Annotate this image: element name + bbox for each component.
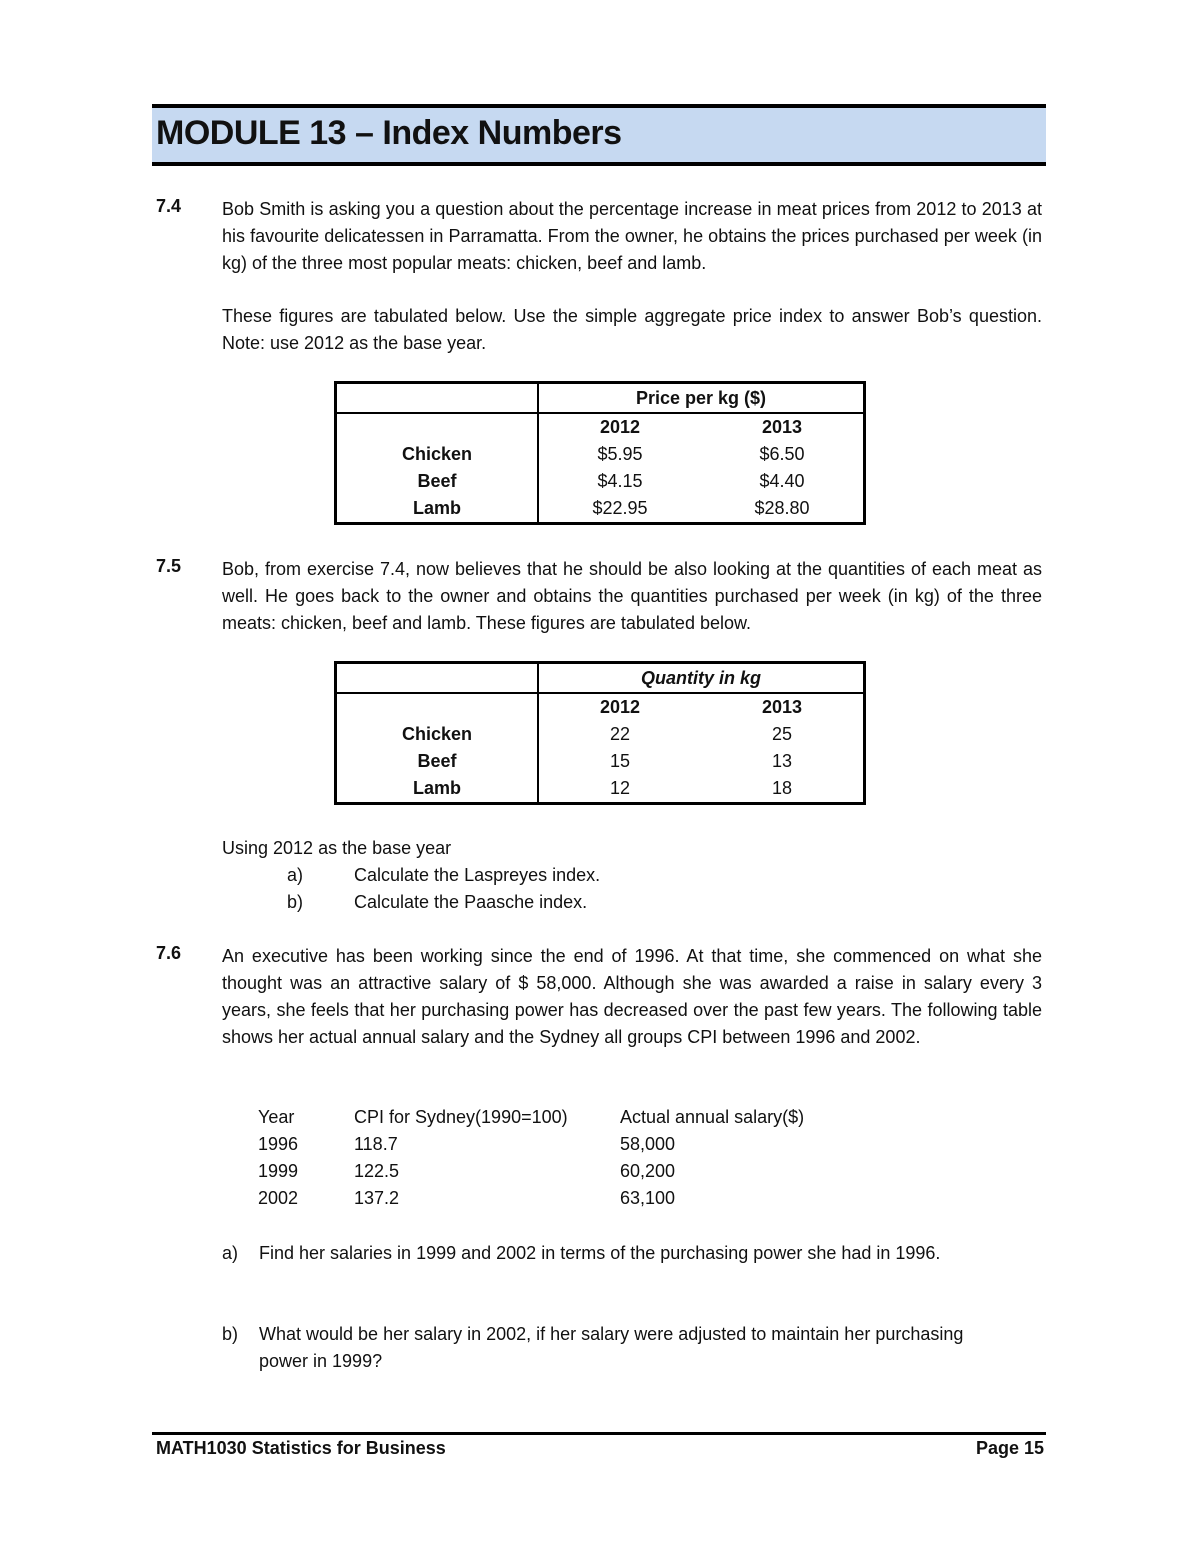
table-cell: $4.40: [759, 471, 805, 491]
table-cell: $4.15: [597, 471, 643, 491]
table-cell: 2002: [258, 1188, 299, 1208]
table-cell: 60,200: [620, 1161, 676, 1181]
year-header: 2012: [599, 417, 641, 437]
question-number: 7.4: [156, 196, 182, 216]
row-label: Chicken: [401, 444, 473, 464]
subquestion-text: Find her salaries in 1999 and 2002 in terms of the purchasing power she had in 1996.: [259, 1243, 941, 1263]
table-cell: $5.95: [597, 444, 643, 464]
question-paragraph: Bob, from exercise 7.4, now believes that he should be also looking at the quantities of each meat as well. He goes back to the owner and obtains the quantities purchased per week (in kg) of the three meats: chicken, beef and lamb. These figures are tabulated below.: [222, 559, 1042, 633]
row-label: Lamb: [412, 498, 461, 518]
table-cell: 22: [609, 724, 631, 744]
table-cell: 63,100: [620, 1188, 676, 1208]
subquestion-intro: Using 2012 as the base year: [222, 838, 452, 858]
table-row: [539, 414, 863, 441]
table-cell: 1996: [258, 1134, 299, 1154]
table-row: [539, 721, 863, 748]
table-header-row: [258, 1104, 860, 1131]
column-header: Actual annual salary($): [620, 1107, 805, 1127]
table-row: [539, 441, 863, 468]
cpi-salary-table: [258, 1104, 860, 1212]
year-header: 2013: [761, 697, 803, 717]
table-cell: 15: [609, 751, 631, 771]
table-cell: 25: [771, 724, 793, 744]
table-cell: 1999: [258, 1161, 299, 1181]
table-row: [539, 468, 863, 495]
subquestion-label: b): [222, 1324, 239, 1344]
table-cell: 58,000: [620, 1134, 676, 1154]
question-number: 7.6: [156, 943, 182, 963]
table-row: [539, 495, 863, 522]
question-paragraph: An executive has been working since the end of 1996. At that time, she commenced on what she thought was an attractive salary of $ 58,000. Although she was awarded a raise in salary every 3 years, she feels that her purchasing power has decreased over the past few years. The following table shows her actual annual salary and the Sydney all groups CPI between 1996 and 2002.: [222, 946, 1042, 1047]
subquestion-label: a): [287, 865, 304, 885]
table-cell: $22.95: [592, 498, 648, 518]
table-cell: 137.2: [354, 1188, 400, 1208]
subquestion-text: What would be her salary in 2002, if her salary were adjusted to maintain her purchasing power in 1999?: [259, 1324, 964, 1371]
subquestion-label: a): [222, 1243, 239, 1263]
table-header: Quantity in kg: [640, 668, 761, 688]
table-cell: 122.5: [354, 1161, 400, 1181]
footer-course: MATH1030 Statistics for Business: [156, 1438, 446, 1458]
year-header: 2013: [761, 417, 803, 437]
question-number: 7.5: [156, 556, 182, 576]
year-header: 2012: [599, 697, 641, 717]
table-row: [539, 694, 863, 721]
page-number: Page 15: [975, 1438, 1044, 1458]
table-cell: 12: [609, 778, 631, 798]
page-title: MODULE 13 – Index Numbers: [156, 114, 622, 152]
table-row: [258, 1131, 860, 1158]
quantity-table: [334, 661, 866, 805]
table-cell: 118.7: [354, 1134, 398, 1154]
footer-rule: [152, 1432, 1046, 1435]
subquestion-label: b): [287, 892, 304, 912]
question-paragraph: These figures are tabulated below. Use the simple aggregate price index to answer Bob’s question. Note: use 2012 as the base year.: [222, 306, 1042, 353]
price-table: [334, 381, 866, 525]
table-row: [539, 748, 863, 775]
row-label: Chicken: [401, 724, 473, 744]
column-header: Year: [258, 1107, 295, 1127]
table-header-row: [337, 664, 863, 694]
table-row: [258, 1185, 860, 1212]
table-header-row: [337, 384, 863, 414]
table-header: Price per kg ($): [635, 388, 767, 408]
column-header: CPI for Sydney(1990=100): [354, 1107, 568, 1127]
subquestion-text: Calculate the Laspreyes index.: [354, 865, 601, 885]
question-paragraph: Bob Smith is asking you a question about the percentage increase in meat prices from 2012 to 2013 at his favourite delicatessen in Parramatta. From the owner, he obtains the prices purchased per week (in kg) of the three most popular meats: chicken, beef and lamb.: [222, 199, 1042, 273]
table-cell: 18: [771, 778, 793, 798]
row-label: Lamb: [412, 778, 461, 798]
header-rule: [152, 162, 1046, 166]
row-label: Beef: [417, 751, 457, 771]
subquestion-text: Calculate the Paasche index.: [354, 892, 588, 912]
table-row: [258, 1158, 860, 1185]
row-label: Beef: [417, 471, 457, 491]
table-row: [539, 775, 863, 802]
table-cell: $6.50: [759, 444, 805, 464]
table-cell: $28.80: [754, 498, 810, 518]
table-cell: 13: [771, 751, 793, 771]
